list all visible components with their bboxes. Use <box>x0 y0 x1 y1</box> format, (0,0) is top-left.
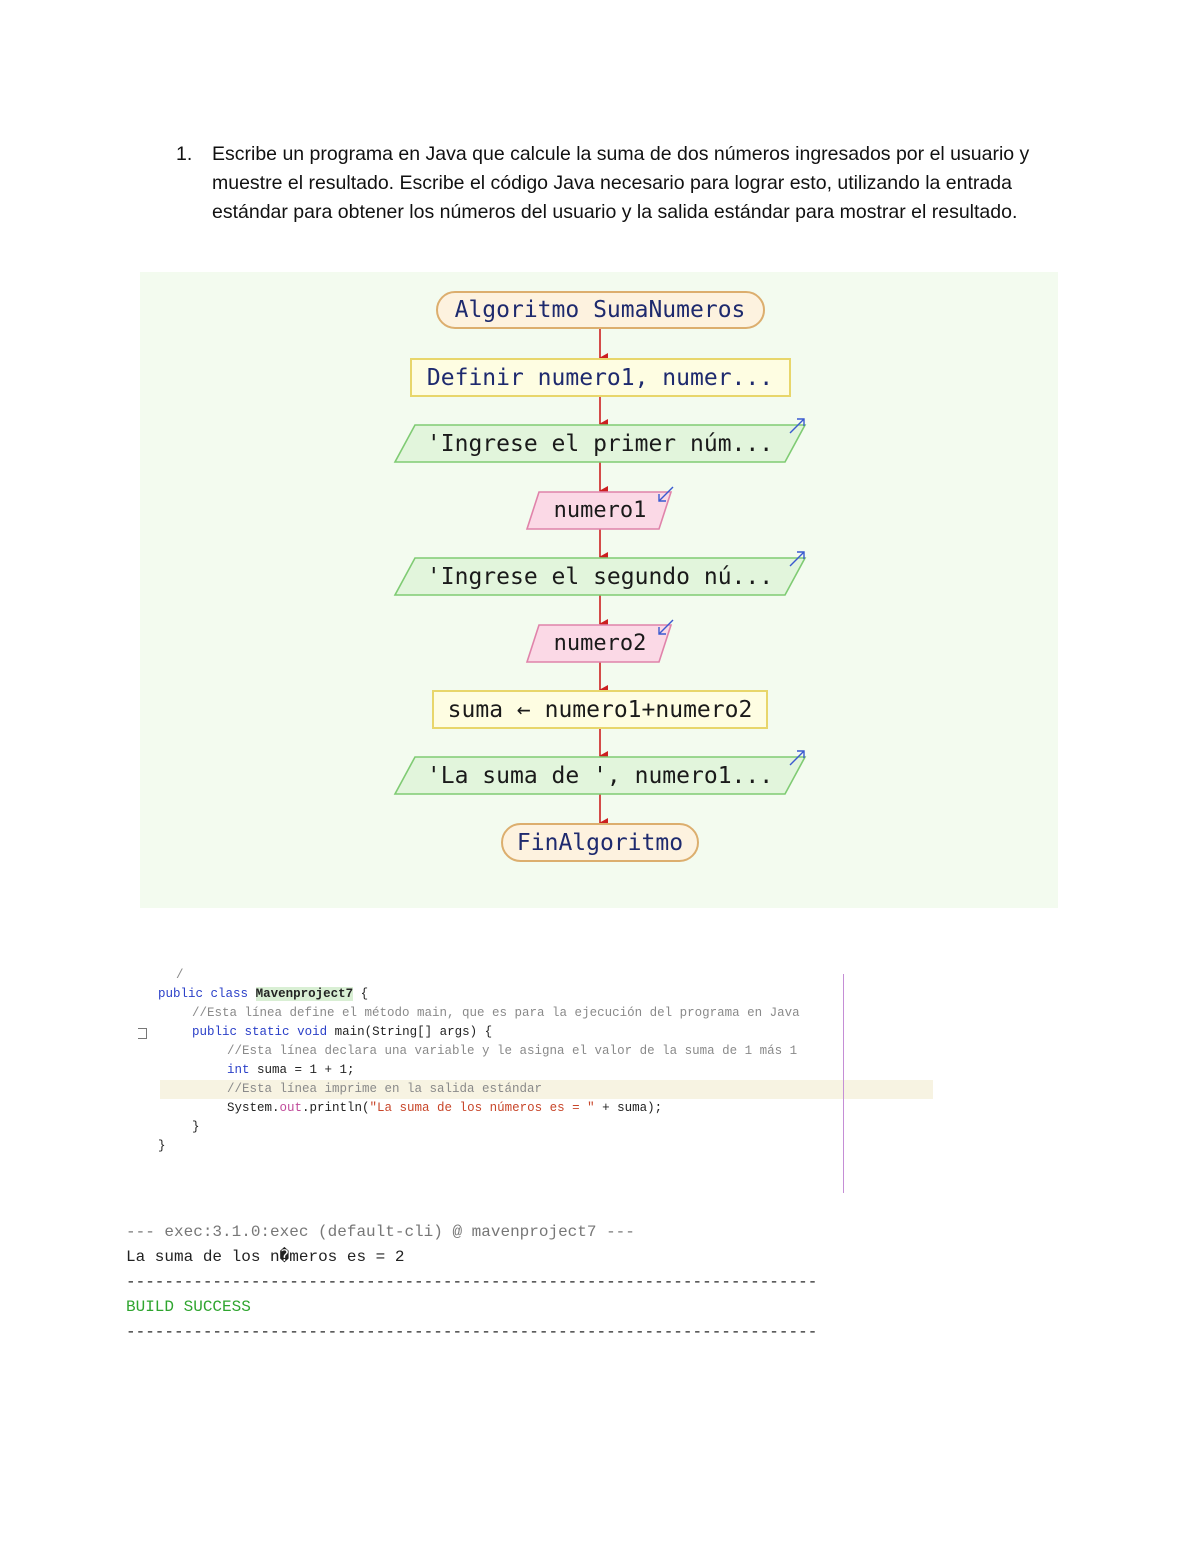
code-line-close-class: } <box>158 1139 166 1153</box>
code-editor-snippet <box>130 970 910 1195</box>
node-output-label: 'La suma de ', numero1... <box>426 763 774 789</box>
question-number: 1. <box>176 143 193 165</box>
node-prompt1-label: 'Ingrese el primer núm... <box>426 431 774 457</box>
node-end-label: FinAlgoritmo <box>516 830 684 856</box>
node-read2 <box>527 620 673 662</box>
node-define-label: Definir numero1, numer... <box>426 365 774 391</box>
code-line-comment3: //Esta línea imprime en la salida estándar <box>227 1082 543 1096</box>
flowchart-svg <box>140 272 1058 908</box>
code-line-class: public class Mavenproject7 { <box>158 987 369 1001</box>
console-header: --- exec:3.1.0:exec (default-cli) @ mavenproject7 --- <box>126 1223 635 1241</box>
node-output <box>395 751 805 794</box>
node-prompt2-label: 'Ingrese el segundo nú... <box>426 564 774 590</box>
code-line-comment2: //Esta línea declara una variable y le asigna el valor de la suma de 1 más 1 <box>227 1044 798 1058</box>
node-define <box>411 359 790 396</box>
flowchart <box>140 272 1058 908</box>
console-output <box>126 1220 817 1345</box>
node-read1 <box>527 487 673 529</box>
node-assign-label: suma ← numero1+numero2 <box>447 697 753 723</box>
code-line-main: public static void main(String[] args) { <box>192 1025 493 1039</box>
code-line-int: int suma = 1 + 1; <box>227 1063 355 1077</box>
question-1 <box>176 140 1076 227</box>
code-line-close-method: } <box>192 1120 200 1134</box>
node-start-label: Algoritmo SumaNumeros <box>454 297 746 323</box>
code-line-0: / <box>176 968 184 982</box>
console-rule: ------------------------------------------------------------------------ <box>126 1323 818 1341</box>
node-end <box>502 824 698 861</box>
node-read2-label: numero2 <box>553 631 647 656</box>
node-prompt2 <box>395 552 805 595</box>
right-margin-guide <box>843 974 844 1193</box>
node-prompt1 <box>395 419 805 462</box>
console-build-status: BUILD SUCCESS <box>126 1298 251 1316</box>
node-assign <box>433 691 767 728</box>
node-start <box>437 292 764 328</box>
console-result: La suma de los n�meros es = 2 <box>126 1248 405 1266</box>
question-text: Escribe un programa en Java que calcule la suma de dos números ingresados por el usuario y muestre el resultado. Escribe el código Java necesario para lograr esto, utilizando la entrada estándar para obtener los números del usuario y la salida estándar para mostrar el resultado. <box>212 143 1030 223</box>
fold-marker-icon <box>138 1028 147 1039</box>
code-line-comment1: //Esta línea define el método main, que es para la ejecución del programa en Java <box>192 1006 800 1020</box>
console-rule: ------------------------------------------------------------------------ <box>126 1273 818 1291</box>
code-line-print: System.out.println("La suma de los números es = " + suma); <box>227 1101 663 1115</box>
node-read1-label: numero1 <box>553 498 647 523</box>
